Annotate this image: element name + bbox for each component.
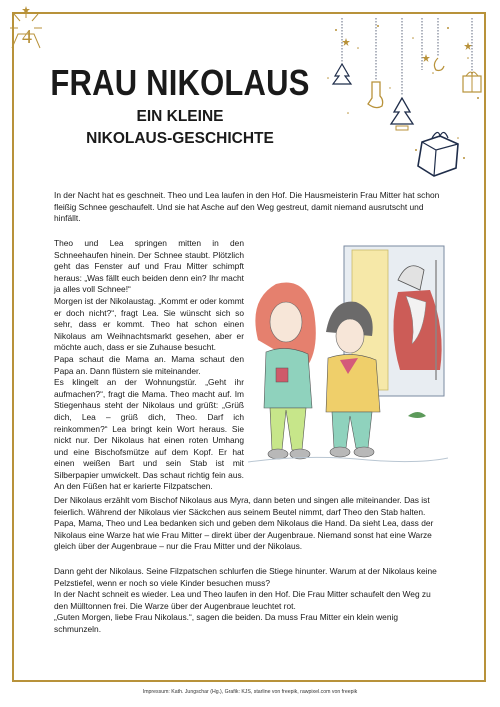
story-paragraph-4: Dann geht der Nikolaus. Seine Filzpatschen schlurfen die Stiege hinunter. Warum at der Nikolaus keine Pelzstiefel, wenn er noch so viele Kinder besuchen muss? In der Nacht schneit es wieder. Lea und Theo laufen in den Hof. Die Frau Mitter schaufelt den Weg zu den Mülltonnen frei. Die Warze über der Augenbraue leuchtet rot. „Guten Morgen, liebe Frau Nikolaus.“, sagen die beiden. Da muss Frau Mitter ein klein wenig schmunzeln. bbox=[54, 566, 437, 634]
story-paragraph-2: Theo und Lea springen mitten in den Schneehaufen hinein. Der Schnee staubt. Plötzlich geht das Fenster auf und Frau Mitter schimpft heraus: „Was fällt euch beiden denn ein? Ihr macht ja alles voll Schnee!“ Morgen ist der Nikolaustag. „Kommt er oder kommt er doch nicht?“, fragt Lea. Sie wünscht sich so sehr, dass er kommt. Theo hat schon einen Nikolaus am Weihnachtsmarkt gesehen, aber er möchte auch, dass er sie Zuhause besucht. Papa schaut die Mama an. Mama schaut den Papa an. Dann flüstern sie miteinander. Es klingelt an der Wohnungstür. „Geht ihr aufmachen?“, fragt die Mama. Theo macht auf. Im Stiegenhaus steht der Nikolaus und grüßt: „Grüß dich, Lea – grüß dich, Theo. Darf ich reinkommen?“ Lea bringt kein Wort heraus. Sie nickt nur. Der Nikolaus hat einen roten Umhang und eine Bischofsmütze auf dem Kopf. Er hat einen weißen Bart und sein Stab ist mit Silberpapier umwickelt. Das schaut richtig fein aus. An den Füßen hat er karierte Filzpatschen. bbox=[54, 238, 244, 492]
advent-number-badge bbox=[4, 4, 48, 52]
page-title: FRAU NIKOLAUS bbox=[50, 62, 310, 104]
hanging-ornaments-decoration bbox=[318, 18, 490, 188]
imprint-footer: Impressum: Kath. Jungschar (Hg.), Grafik: KJS, starline von freepik, rawpixel.com von freepik bbox=[142, 689, 358, 695]
page-subtitle: EIN KLEINE NIKOLAUS-GESCHICHTE bbox=[86, 108, 274, 147]
story-paragraph-1: In der Nacht hat es geschneit. Theo und Lea laufen in den Hof. Die Hausmeisterin Frau Mitter hat schon fleißig Schnee geschaufelt. Und sie hat Asche auf den Weg gestreut, damit niemand ausrutscht und hinfällt. bbox=[54, 190, 440, 224]
day-number: 4 bbox=[22, 26, 32, 48]
story-paragraph-3: Der Nikolaus erzählt vom Bischof Nikolaus aus Myra, dann beten und singen alle miteinander. Das ist feierlich. Während der Nikolaus vier Säckchen aus seinem Beutel nimmt, darf Theo den Stab halten. Papa, Mama, Theo und Lea bedanken sich und geben dem Nikolaus die Hand. Da sieht Lea, dass der Nikolaus eine Warze hat wie Frau Mitter – direkt über der Augenbraue. Niemand sonst hat eine Warze gleich über der Augenbraue – nur die Frau Mitter und der Nikolaus. bbox=[54, 495, 434, 552]
nikolaus-illustration bbox=[248, 240, 448, 470]
